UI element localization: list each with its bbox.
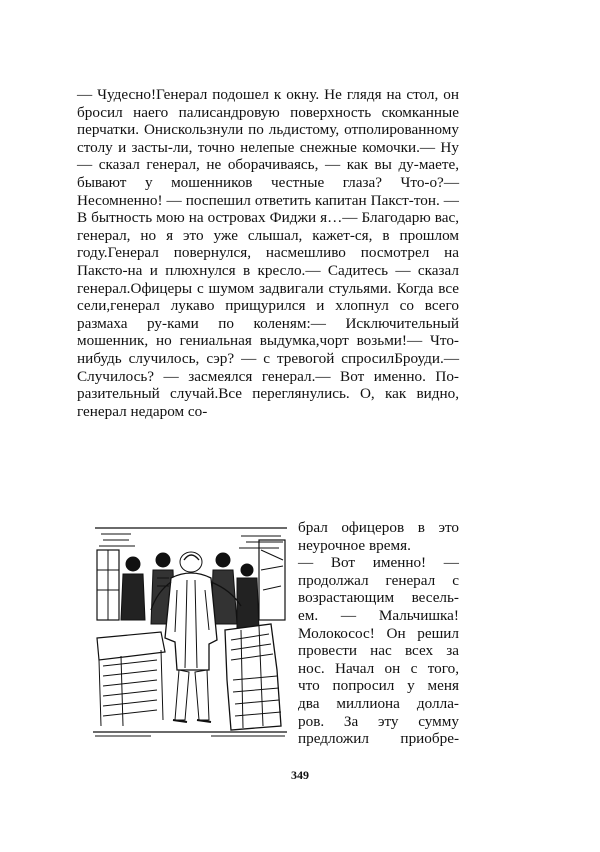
text-line: брал офицеров в это <box>298 519 459 536</box>
text-line: — Исключительный мошенник, но гениальная выдумка, <box>77 314 460 350</box>
text-line: предложил приобре- <box>298 730 459 748</box>
illustration-officers-scene <box>91 520 289 740</box>
text-line: Все переглянулись. О, как видно, генерал недаром со- <box>77 385 459 420</box>
text-line: два миллиона долла- <box>298 694 459 712</box>
text-line: его палисандровую поверхность скомканные перчатки. Они <box>77 103 459 139</box>
text-line: что попросил у меня <box>298 677 459 695</box>
text-line: Офицеры с шумом задвигали стульями. Когда все сели, <box>77 279 459 315</box>
text-line: возрастающим весель- <box>298 589 459 607</box>
text-line: генерал лукаво прищурился и хлопнул со всего размаха ру- <box>77 297 459 332</box>
text-line: разительный случай. <box>77 385 219 403</box>
text-line: — Благодарю вас, генерал, но я это уже слышал, кажет- <box>77 209 459 244</box>
text-line: — Ну — сказал генерал, не оборачиваясь, — как вы ду- <box>77 138 459 174</box>
text-line: — Случилось? — засмеялся генерал.— Вот именно. По- <box>77 349 459 385</box>
text-line: ся, в прошлом году. <box>77 226 459 262</box>
text-line: ем. — Мальчишка! <box>298 606 459 624</box>
text-line: — Вот именно! — <box>298 554 459 572</box>
text-line: маете, бывают у мошенников честные глаза? Что-о? <box>77 156 459 191</box>
text-line: скользнули по льдистому, отполированному столу и засты- <box>77 121 459 156</box>
text-line: Броуди. <box>394 349 444 367</box>
text-line: чорт возьми! <box>319 332 407 350</box>
text-line: — Садитесь — сказал генерал. <box>77 261 460 297</box>
text-line: провести нас всех за <box>298 642 459 660</box>
text-line: — Несомненно! — поспешил ответить капитан Пакст- <box>77 173 459 209</box>
text-line: ров. За эту сумму <box>298 712 459 730</box>
text-line: неурочное время. <box>298 536 411 554</box>
text-line: Молокосос! Он решил <box>298 624 459 642</box>
text-line: тон. — В бытность мою на островах Фиджи я… <box>77 191 459 227</box>
side-text-column <box>298 519 459 748</box>
main-text <box>77 86 459 420</box>
page-number: 349 <box>291 768 309 782</box>
illustration-drawing <box>91 520 289 740</box>
text-line: продолжал генерал с <box>298 571 459 589</box>
text-line: Генерал подошел к окну. Не глядя на стол, он бросил на <box>77 86 459 121</box>
text-line: нос. Начал он с того, <box>298 659 459 677</box>
text-line: ками по коленям: <box>167 314 311 332</box>
text-line: — Чудесно! <box>77 86 157 103</box>
text-line: — Что-нибудь случилось, сэр? — с тревогой спросил <box>77 332 459 367</box>
text-line: ли, точно нелепые снежные комочки. <box>172 138 420 156</box>
text-line: Генерал повернулся, насмешливо посмотрел на Паксто- <box>77 244 459 279</box>
text-line: на и плюхнулся в кресло. <box>127 261 306 279</box>
